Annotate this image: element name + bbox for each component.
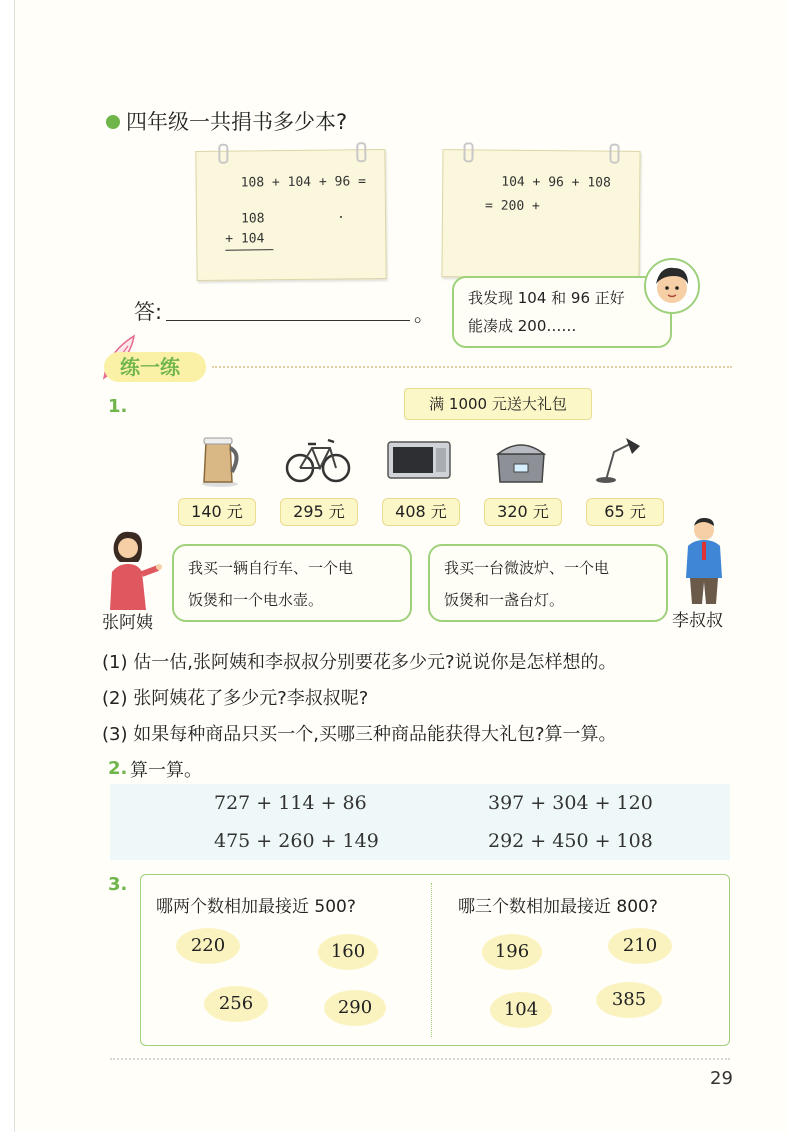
note1-dot: · xyxy=(336,210,345,226)
aunt-figure-icon xyxy=(98,528,162,610)
uncle-speech-line: 饭煲和一盏台灯。 xyxy=(444,591,565,609)
price-tag-microwave: 408 元 xyxy=(382,498,460,526)
promo-sign: 满 1000 元送大礼包 xyxy=(404,388,592,420)
intro-question: 四年级一共捐书多少本? xyxy=(126,110,348,134)
note-card-2 xyxy=(441,149,640,279)
calc-expression: 727 + 114 + 86 xyxy=(214,792,367,814)
calc-expression: 475 + 260 + 149 xyxy=(214,830,379,852)
answer-line[interactable] xyxy=(166,320,410,321)
footer-divider xyxy=(110,1058,730,1060)
kettle-icon xyxy=(196,432,246,488)
question-1: (1) 估一估,张阿姨和李叔叔分别要花多少元?说说你是怎样想的。 xyxy=(102,652,617,673)
note2-line2: = 200 + xyxy=(485,198,540,214)
ex3-right-question: 哪三个数相加最接近 800? xyxy=(458,897,658,917)
question-3: (3) 如果每种商品只买一个,买哪三种商品能获得大礼包?算一算。 xyxy=(102,724,617,745)
number-bubble: 256 xyxy=(204,986,268,1022)
number-bubble: 104 xyxy=(490,992,552,1028)
pin-icon xyxy=(218,144,228,164)
ex1-number: 1. xyxy=(108,396,128,417)
pin-icon xyxy=(356,142,366,162)
calc-expression: 292 + 450 + 108 xyxy=(488,830,653,852)
bicycle-icon xyxy=(284,430,352,486)
pin-icon xyxy=(609,144,619,164)
note1-expression: 108 + 104 + 96 = xyxy=(240,174,366,191)
number-bubble: 160 xyxy=(318,934,378,970)
ex3-number: 3. xyxy=(108,874,128,895)
rice-cooker-icon xyxy=(492,432,550,488)
boy-speech-line: 我发现 104 和 96 正好 xyxy=(468,289,625,307)
section-divider xyxy=(212,366,732,368)
ex3-left-question: 哪两个数相加最接近 500? xyxy=(156,897,356,917)
price-tag-kettle: 140 元 xyxy=(178,498,256,526)
uncle-figure-icon xyxy=(678,516,730,606)
number-bubble: 210 xyxy=(608,928,672,964)
note1-underline xyxy=(225,249,273,251)
aunt-speech-bubble xyxy=(172,544,412,622)
price-tag-lamp: 65 元 xyxy=(586,498,664,526)
aunt-speech-line: 饭煲和一个电水壶。 xyxy=(188,591,324,609)
green-bullet-icon xyxy=(106,115,120,129)
uncle-speech-line: 我买一台微波炉、一个电 xyxy=(444,559,610,577)
number-bubble: 196 xyxy=(482,934,542,970)
note-card-1 xyxy=(195,149,386,281)
practice-header: 练一练 xyxy=(120,355,180,379)
aunt-speech-line: 我买一辆自行车、一个电 xyxy=(188,559,354,577)
answer-label: 答: xyxy=(134,300,163,324)
price-tag-bicycle: 295 元 xyxy=(280,498,358,526)
ex2-title: 算一算。 xyxy=(130,760,202,781)
desk-lamp-icon xyxy=(592,436,642,486)
boy-speech-bubble xyxy=(452,276,672,348)
uncle-speech-bubble xyxy=(428,544,668,622)
answer-end: 。 xyxy=(414,302,434,326)
calc-expression: 397 + 304 + 120 xyxy=(488,792,653,814)
aunt-name: 张阿姨 xyxy=(102,613,153,633)
number-bubble: 385 xyxy=(596,982,662,1018)
note1-line1: 108 xyxy=(240,211,265,227)
ex3-divider xyxy=(431,883,432,1037)
note2-line1: 104 + 96 + 108 xyxy=(501,174,611,191)
pin-icon xyxy=(463,142,473,162)
microwave-icon xyxy=(386,438,452,482)
page-number: 29 xyxy=(710,1068,733,1089)
boy-speech-line: 能凑成 200…… xyxy=(468,317,577,335)
number-bubble: 290 xyxy=(324,990,386,1026)
question-2: (2) 张阿姨花了多少元?李叔叔呢? xyxy=(102,688,369,709)
uncle-name: 李叔叔 xyxy=(672,611,723,631)
price-tag-rice-cooker: 320 元 xyxy=(484,498,562,526)
boy-avatar-icon xyxy=(640,256,704,316)
ex2-number: 2. xyxy=(108,758,128,779)
number-bubble: 220 xyxy=(176,928,240,964)
note1-line2: + 104 xyxy=(225,231,265,247)
